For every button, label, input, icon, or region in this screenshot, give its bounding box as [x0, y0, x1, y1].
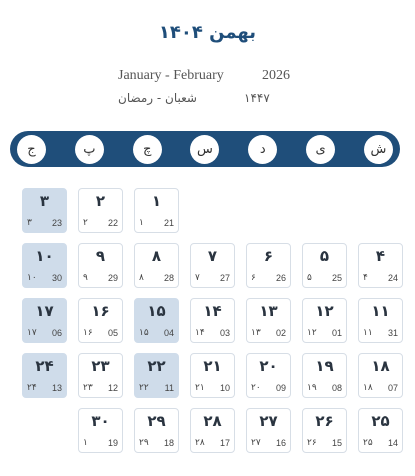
gregorian-day-number: 31	[387, 328, 398, 338]
gregorian-day-number: 13	[51, 383, 62, 393]
weekday-thursday: پ	[75, 135, 104, 164]
calendar-day[interactable]	[246, 408, 291, 453]
calendar-day[interactable]	[358, 353, 403, 398]
calendar-day[interactable]	[134, 408, 179, 453]
hijri-day-number: ۱۴	[195, 328, 205, 338]
hijri-day-number: ۲۷	[251, 438, 261, 448]
hijri-day-number: ۲۹	[139, 438, 149, 448]
hijri-day-number: ۲۵	[363, 438, 373, 448]
hijri-day-number: ۲۴	[27, 383, 37, 393]
calendar-grid	[18, 188, 403, 453]
persian-day-number: ۷	[207, 247, 218, 265]
persian-day-number: ۲۳	[91, 357, 110, 375]
calendar-day[interactable]	[358, 243, 403, 288]
calendar-day[interactable]	[134, 353, 179, 398]
persian-day-number: ۲۷	[259, 412, 278, 430]
hijri-day-number: ۱۳	[251, 328, 261, 338]
calendar-day[interactable]	[246, 243, 291, 288]
gregorian-months: January - February	[118, 68, 224, 83]
gregorian-day-number: 19	[107, 438, 118, 448]
gregorian-day-number: 03	[219, 328, 230, 338]
hijri-day-number: ۱	[139, 218, 144, 228]
hijri-day-number: ۹	[83, 273, 88, 283]
calendar-day[interactable]	[134, 298, 179, 343]
calendar-day[interactable]	[134, 243, 179, 288]
weekday-friday: ج	[17, 135, 46, 164]
persian-day-number: ۱۷	[35, 302, 54, 320]
weekday-saturday: ش	[364, 135, 393, 164]
weekday-sunday: ی	[306, 135, 335, 164]
calendar-day-empty	[302, 188, 347, 233]
gregorian-day-number: 05	[107, 328, 118, 338]
persian-day-number: ۱	[151, 192, 162, 210]
hijri-day-number: ۲۰	[251, 383, 261, 393]
persian-day-number: ۲۱	[203, 357, 222, 375]
calendar-day[interactable]	[78, 408, 123, 453]
gregorian-day-number: 21	[163, 218, 174, 228]
hijri-day-number: ۶	[251, 273, 256, 283]
persian-day-number: ۲۸	[203, 412, 222, 430]
persian-day-number: ۶	[263, 247, 274, 265]
hijri-day-number: ۲	[83, 218, 88, 228]
weekday-wednesday: چ	[133, 135, 162, 164]
persian-day-number: ۳۰	[91, 412, 110, 430]
gregorian-day-number: 24	[387, 273, 398, 283]
calendar-day[interactable]	[78, 353, 123, 398]
persian-day-number: ۱۳	[259, 302, 278, 320]
gregorian-day-number: 17	[219, 438, 230, 448]
hijri-year: ۱۴۴۷	[244, 91, 270, 105]
persian-day-number: ۲	[95, 192, 106, 210]
persian-day-number: ۱۰	[35, 247, 54, 265]
calendar-day[interactable]	[302, 243, 347, 288]
gregorian-day-number: 28	[163, 273, 174, 283]
gregorian-day-number: 01	[331, 328, 342, 338]
persian-day-number: ۱۲	[315, 302, 334, 320]
hijri-day-number: ۱۲	[307, 328, 317, 338]
calendar-day-empty	[358, 188, 403, 233]
gregorian-day-number: 18	[163, 438, 174, 448]
calendar-day[interactable]	[358, 408, 403, 453]
gregorian-day-number: 07	[387, 383, 398, 393]
gregorian-day-number: 12	[107, 383, 118, 393]
gregorian-day-number: 06	[51, 328, 62, 338]
hijri-day-number: ۸	[139, 273, 144, 283]
calendar-day[interactable]	[22, 188, 67, 233]
weekday-header	[10, 131, 400, 167]
gregorian-day-number: 11	[164, 383, 174, 393]
calendar-day[interactable]	[302, 353, 347, 398]
hijri-months: شعبان - رمضان	[118, 91, 197, 105]
gregorian-day-number: 16	[275, 438, 286, 448]
hijri-day-number: ۲۲	[139, 383, 149, 393]
calendar-day[interactable]	[22, 298, 67, 343]
calendar-day-empty	[246, 188, 291, 233]
persian-day-number: ۱۴	[203, 302, 222, 320]
hijri-day-number: ۲۱	[195, 383, 205, 393]
gregorian-day-number: 22	[107, 218, 118, 228]
persian-day-number: ۱۹	[315, 357, 334, 375]
calendar-day[interactable]	[22, 243, 67, 288]
month-title: بهمن ۱۴۰۴	[158, 22, 257, 43]
hijri-day-number: ۷	[195, 273, 200, 283]
hijri-day-number: ۱۵	[139, 328, 149, 338]
persian-day-number: ۱۵	[147, 302, 166, 320]
gregorian-day-number: 04	[163, 328, 174, 338]
calendar-day[interactable]	[134, 188, 179, 233]
persian-day-number: ۴	[375, 247, 386, 265]
hijri-day-number: ۳	[27, 218, 32, 228]
calendar-day[interactable]	[190, 298, 235, 343]
persian-day-number: ۱۶	[91, 302, 110, 320]
hijri-day-number: ۵	[307, 273, 312, 283]
persian-day-number: ۲۰	[259, 357, 278, 375]
weekday-monday: د	[248, 135, 277, 164]
calendar-day[interactable]	[78, 243, 123, 288]
gregorian-day-number: 08	[331, 383, 342, 393]
hijri-day-number: ۲۸	[195, 438, 205, 448]
calendar-day[interactable]	[358, 298, 403, 343]
gregorian-day-number: 15	[331, 438, 342, 448]
persian-day-number: ۱۸	[371, 357, 390, 375]
persian-day-number: ۵	[319, 247, 330, 265]
persian-day-number: ۲۲	[147, 357, 166, 375]
hijri-day-number: ۴	[363, 273, 368, 283]
gregorian-day-number: 02	[275, 328, 286, 338]
persian-day-number: ۲۴	[35, 357, 54, 375]
calendar-day[interactable]	[246, 298, 291, 343]
gregorian-day-number: 29	[107, 273, 118, 283]
weekday-tuesday: س	[190, 135, 219, 164]
hijri-day-number: ۱۶	[83, 328, 93, 338]
persian-day-number: ۳	[39, 192, 50, 210]
gregorian-year: 2026	[262, 68, 290, 83]
hijri-day-number: ۱	[83, 438, 88, 448]
hijri-day-number: ۱۸	[363, 383, 373, 393]
persian-day-number: ۲۵	[371, 412, 390, 430]
calendar-day[interactable]	[302, 298, 347, 343]
hijri-day-number: ۲۶	[307, 438, 317, 448]
calendar-day[interactable]	[78, 298, 123, 343]
calendar-day[interactable]	[302, 408, 347, 453]
calendar-day-empty	[190, 188, 235, 233]
calendar-day[interactable]	[190, 243, 235, 288]
persian-day-number: ۹	[95, 247, 106, 265]
persian-day-number: ۲۶	[315, 412, 334, 430]
hijri-day-number: ۱۰	[27, 273, 37, 283]
gregorian-day-number: 25	[331, 273, 342, 283]
calendar-day[interactable]	[78, 188, 123, 233]
calendar-day[interactable]	[190, 408, 235, 453]
gregorian-day-number: 30	[51, 273, 62, 283]
hijri-day-number: ۱۷	[27, 328, 37, 338]
persian-day-number: ۸	[151, 247, 162, 265]
gregorian-day-number: 23	[51, 218, 62, 228]
hijri-day-number: ۱۹	[307, 383, 317, 393]
calendar-day[interactable]	[22, 353, 67, 398]
gregorian-day-number: 10	[219, 383, 230, 393]
gregorian-day-number: 14	[387, 438, 398, 448]
gregorian-day-number: 26	[275, 273, 286, 283]
gregorian-day-number: 09	[275, 383, 286, 393]
persian-day-number: ۱۱	[371, 302, 390, 320]
hijri-day-number: ۲۳	[83, 383, 93, 393]
hijri-day-number: ۱۱	[363, 328, 373, 338]
gregorian-day-number: 27	[219, 273, 230, 283]
persian-day-number: ۲۹	[147, 412, 166, 430]
calendar-day[interactable]	[190, 353, 235, 398]
calendar-day[interactable]	[246, 353, 291, 398]
